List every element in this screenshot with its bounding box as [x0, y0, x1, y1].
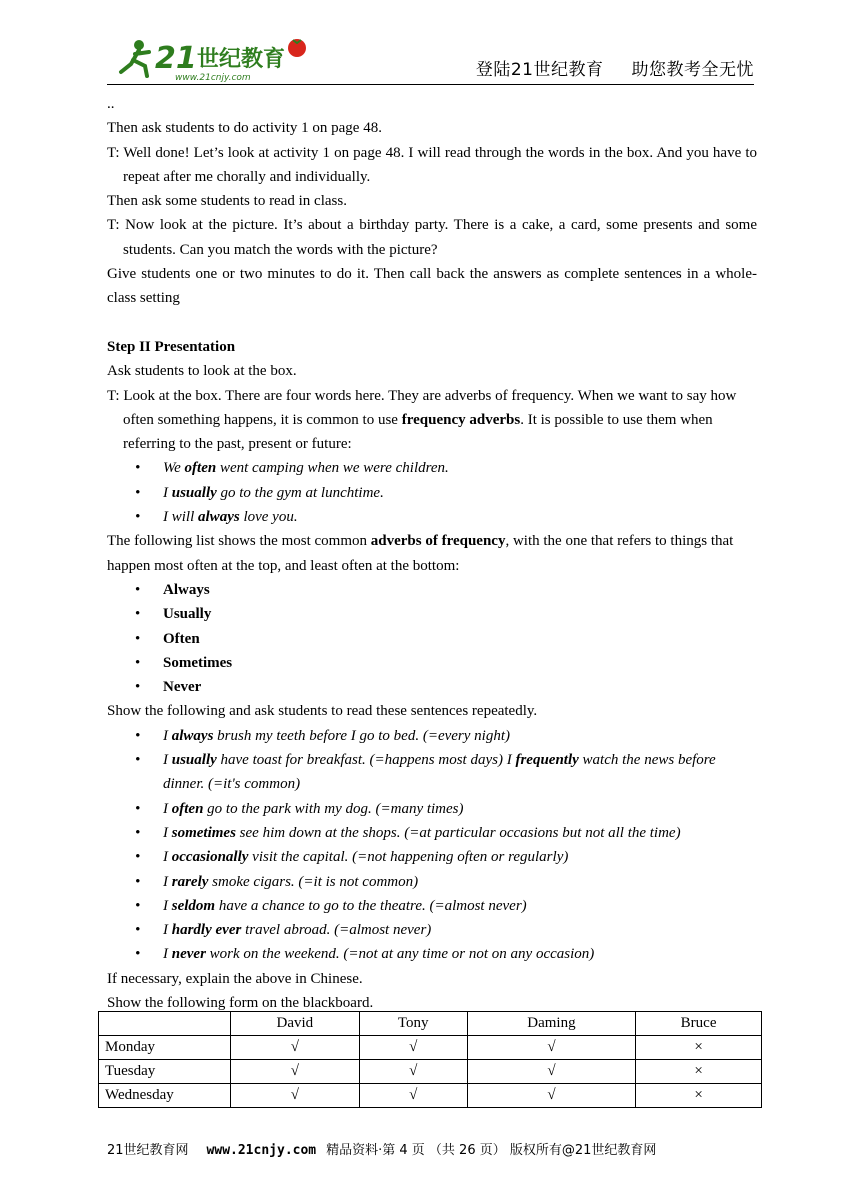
paragraph: T: Now look at the picture. It’s about a birthday party. There is a cake, a card, some presents and some students. Can you match the words with the picture? [107, 217, 757, 258]
svg-text:世纪教育: 世纪教育 [197, 47, 286, 72]
paragraph: Then ask students to do activity 1 on page 48. [107, 120, 382, 137]
table-cell: × [636, 1084, 762, 1108]
table-header-cell: Tony [359, 1012, 467, 1036]
table-row [99, 1036, 762, 1060]
page-header [107, 28, 754, 85]
table-cell: √ [231, 1084, 360, 1108]
table-cell: √ [231, 1036, 360, 1060]
table-cell: √ [359, 1084, 467, 1108]
paragraph: If necessary, explain the above in Chinese. [107, 970, 363, 987]
adverb-list [107, 578, 757, 699]
table-header-row [99, 1012, 762, 1036]
table-cell: √ [231, 1060, 360, 1084]
svg-text:www.21cnjy.com: www.21cnjy.com [175, 73, 251, 82]
list-item: • Never [107, 675, 757, 699]
site-logo [117, 36, 317, 82]
table-cell: × [636, 1036, 762, 1060]
paragraph: Ask students to look at the box. [107, 363, 297, 380]
table-cell: Tuesday [99, 1060, 231, 1084]
paragraph: Then ask some students to read in class. [107, 193, 347, 210]
header-slogan [476, 55, 754, 80]
table-cell: × [636, 1060, 762, 1084]
paragraph: Give students one or two minutes to do it. Then call back the answers as complete sentences in a whole- class setting [107, 266, 757, 307]
document-body [107, 92, 757, 1015]
list-item: • I always brush my teeth before I go to bed. (=every night) [107, 724, 757, 748]
list-item: • Usually [107, 602, 757, 626]
paragraph: The following list shows the most common adverbs of frequency, with the one that refers to things that happen most often at the top, and least often at the bottom: [107, 533, 734, 574]
footer-site: 21世纪教育网 [107, 1143, 189, 1158]
list-item: • Sometimes [107, 651, 757, 675]
table-header-cell: Daming [467, 1012, 635, 1036]
list-item: • I often go to the park with my dog. (=many times) [107, 797, 757, 821]
table-cell: √ [467, 1060, 635, 1084]
sentence-list [107, 724, 757, 967]
slogan-left: 登陆21世纪教育 [475, 60, 604, 80]
paragraph: Show the following and ask students to read these sentences repeatedly. [107, 703, 538, 720]
list-item: • Always [107, 578, 757, 602]
paragraph: .. [107, 96, 115, 112]
footer-url-link[interactable]: www.21cnjy.com [206, 1143, 317, 1158]
table-cell: √ [467, 1036, 635, 1060]
footer-info: 精品资料·第 4 页 （共 26 页） 版权所有@21世纪教育网 [326, 1143, 657, 1158]
table-cell: Wednesday [99, 1084, 231, 1108]
table-cell: √ [359, 1036, 467, 1060]
paragraph: T: Well done! Let’s look at activity 1 on page 48. I will read through the words in the box. And you have to repeat after me chorally and individually. [107, 144, 757, 185]
table-row [99, 1060, 762, 1084]
list-item: • I sometimes see him down at the shops. (=at particular occasions but not all the time) [107, 821, 757, 845]
list-item: • We often went camping when we were children. [107, 456, 757, 480]
list-item: • I seldom have a chance to go to the theatre. (=almost never) [107, 894, 757, 918]
table-header-cell: David [231, 1012, 360, 1036]
slogan-right: 助您教考全无忧 [631, 60, 754, 80]
paragraph: T: Look at the box. There are four words here. They are adverbs of frequency. When we want to say how often something happens, it is common to use frequency adverbs. It is possible to use them when referring to the past, present or future: [107, 387, 737, 453]
running-man-icon [121, 40, 149, 76]
page-footer [107, 1139, 767, 1158]
list-item: • I usually go to the gym at lunchtime. [107, 481, 757, 505]
list-item: • I rarely smoke cigars. (=it is not common) [107, 870, 757, 894]
list-item: • I occasionally visit the capital. (=not happening often or regularly) [107, 845, 757, 869]
list-item: • I never work on the weekend. (=not at any time or not on any occasion) [107, 942, 757, 966]
svg-text:21: 21 [155, 41, 197, 76]
list-item: • I will always love you. [107, 505, 757, 529]
step-heading: Step II Presentation [107, 338, 236, 355]
paragraph: Show the following form on the blackboard. [107, 994, 374, 1011]
table-header-cell: Bruce [636, 1012, 762, 1036]
table-cell: Monday [99, 1036, 231, 1060]
list-item: • Often [107, 627, 757, 651]
attendance-table [98, 1011, 762, 1108]
table-cell [99, 1012, 231, 1036]
table-cell: √ [467, 1084, 635, 1108]
list-item: • I usually have toast for breakfast. (=happens most days) I frequently watch the news before dinner. (=it's common) [107, 748, 757, 797]
example-list [107, 456, 757, 529]
table-row [99, 1084, 762, 1108]
list-item: • I hardly ever travel abroad. (=almost never) [107, 918, 757, 942]
table-cell: √ [359, 1060, 467, 1084]
